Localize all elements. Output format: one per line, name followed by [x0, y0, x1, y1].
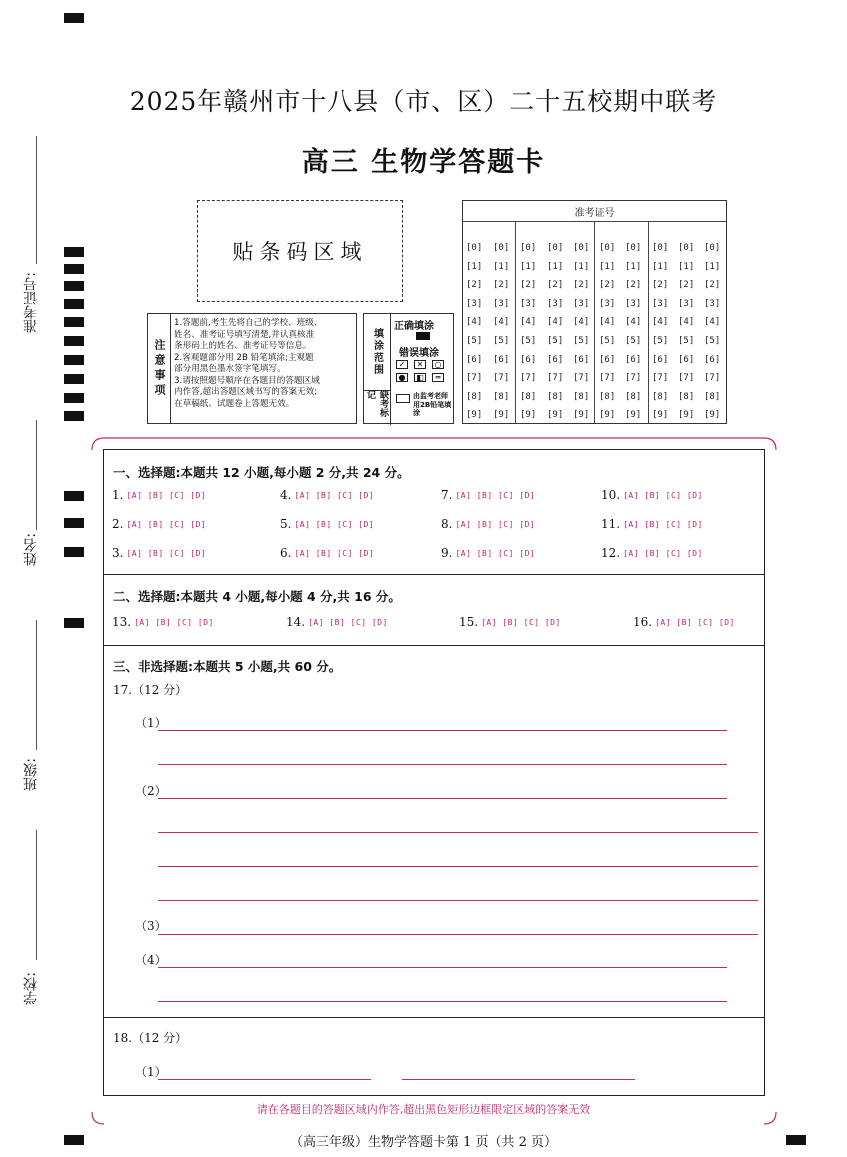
ticket-digit-bubble[interactable]: [1]	[599, 261, 616, 272]
timing-mark	[64, 374, 84, 384]
timing-mark	[64, 299, 84, 309]
timing-mark	[64, 355, 84, 365]
section-divider	[104, 1017, 764, 1018]
ticket-digit-bubble[interactable]: [3]	[599, 298, 616, 309]
ticket-digit-bubble[interactable]: [9]	[520, 410, 537, 421]
ticket-digit-bubble[interactable]: [9]	[493, 410, 510, 421]
card-title: 高三 生物学答题卡	[301, 147, 546, 178]
ticket-digit-bubble[interactable]: [6]	[520, 354, 537, 365]
ticket-digit-bubble[interactable]: [5]	[573, 336, 590, 346]
question-number: 6.	[280, 546, 292, 560]
answer-line[interactable]	[158, 934, 758, 935]
q17-part-3-label: （3）	[135, 919, 167, 933]
answer-line[interactable]	[158, 1001, 727, 1002]
footer-note: 请在各题目的答题区域内作答,超出黑色矩形边框限定区域的答案无效	[256, 1103, 591, 1116]
section2-title: 二、选择题:本题共 4 小题,每小题 4 分,共 16 分。	[113, 589, 401, 604]
question-number: 15.	[459, 615, 479, 629]
dot-mark-icon: ●	[396, 373, 408, 382]
notes-line: 3.请按照题号顺序在各题目的答题区域	[174, 375, 320, 386]
ticket-digit-bubble[interactable]: [7]	[493, 373, 510, 384]
ticket-digit-bubble[interactable]: [9]	[704, 410, 721, 421]
ticket-digit-bubble[interactable]: [8]	[573, 391, 590, 402]
school-line	[36, 830, 37, 960]
ticket-digit-bubble[interactable]: [3]	[493, 298, 510, 309]
class-line	[36, 620, 37, 750]
ticket-digit-bubble[interactable]: [5]	[520, 336, 537, 346]
answer-line[interactable]	[158, 1079, 371, 1080]
name-line	[36, 420, 37, 530]
ticket-digit-bubble[interactable]: [8]	[520, 391, 537, 402]
ticket-digit-bubble[interactable]: [8]	[704, 391, 721, 402]
ticket-digit-bubble[interactable]: [4]	[493, 317, 510, 328]
timing-mark	[64, 547, 84, 557]
option-bubbles[interactable]: [A] [B] [C] [D]	[134, 617, 214, 627]
ticket-digit-bubble[interactable]: [6]	[573, 354, 590, 365]
ticket-digit-bubble[interactable]: [6]	[547, 354, 564, 365]
option-bubbles[interactable]: [A] [B] [C] [D]	[655, 617, 735, 627]
choice-question	[280, 517, 374, 531]
ticket-digit-bubble[interactable]: [1]	[678, 261, 695, 272]
cross-mark-icon: ✕	[414, 360, 426, 369]
choice-question	[601, 517, 703, 531]
ticket-digit-bubble[interactable]: [7]	[599, 373, 616, 384]
option-bubbles[interactable]: [A] [B] [C] [D]	[481, 617, 561, 627]
timing-mark	[64, 247, 84, 257]
ticket-digit-bubble[interactable]: [8]	[625, 391, 642, 402]
question-number: 1.	[112, 488, 124, 502]
section1-title: 一、选择题:本题共 12 小题,每小题 2 分,共 24 分。	[113, 465, 410, 480]
ticket-digit-bubble[interactable]: [8]	[547, 391, 564, 402]
circle-mark-icon: ○	[432, 360, 444, 369]
ticket-digit-bubble[interactable]: [2]	[547, 280, 564, 291]
answer-line[interactable]	[402, 1079, 635, 1080]
answer-line[interactable]	[158, 764, 727, 765]
answer-line[interactable]	[158, 832, 758, 833]
notes-line: 2.客观题部分用 2B 铅笔填涂;主观题	[174, 352, 314, 363]
ticket-digit-bubble[interactable]: [4]	[573, 317, 590, 328]
question-number: 11.	[601, 517, 621, 531]
absent-checkbox[interactable]	[396, 394, 410, 403]
option-bubbles[interactable]: [A] [B] [C] [D]	[455, 490, 536, 500]
ticket-digit-bubble[interactable]: [3]	[573, 298, 590, 309]
ticket-digit-bubble[interactable]: [5]	[652, 336, 669, 346]
timing-mark	[64, 317, 84, 327]
notes-box	[147, 313, 357, 424]
fill-range-label: 填涂范围	[364, 314, 391, 391]
ticket-digit-bubble[interactable]: [4]	[704, 317, 721, 328]
choice-question	[633, 615, 735, 629]
ticket-digit-bubble[interactable]: [3]	[652, 298, 669, 309]
ticket-digit-bubble[interactable]: [4]	[520, 317, 537, 328]
ticket-digit-bubble[interactable]: [7]	[547, 373, 564, 384]
side-label-class: 班级:	[23, 758, 39, 791]
q17-part-1-label: （1）	[135, 716, 167, 730]
ticket-digit-bubble[interactable]: [1]	[652, 261, 669, 272]
question-number: 14.	[286, 615, 306, 629]
side-label-name: 姓名:	[23, 533, 39, 566]
ticket-digit-bubble[interactable]: [5]	[493, 336, 510, 346]
notes-line: 内作答,超出答题区域书写的答案无效;	[174, 387, 318, 397]
timing-mark	[64, 491, 84, 501]
barcode-label: 贴条码区域	[232, 240, 368, 264]
ticket-digit-bubble[interactable]: [6]	[599, 354, 616, 365]
timing-mark	[64, 618, 84, 628]
ticket-digit-bubble[interactable]: [3]	[547, 298, 564, 309]
ticket-digit-bubble[interactable]: [5]	[625, 336, 642, 346]
fill-guide	[363, 313, 454, 424]
ticket-digit-bubble[interactable]: [1]	[547, 261, 564, 272]
question-number: 4.	[280, 488, 292, 502]
question-number: 13.	[112, 615, 132, 629]
ticket-digit-bubble[interactable]: [7]	[520, 373, 537, 384]
question-18-label: 18.（12 分）	[113, 1031, 188, 1045]
answer-region	[103, 449, 765, 1096]
check-mark-icon: ✓	[396, 360, 408, 369]
section-divider	[104, 574, 764, 575]
option-bubbles[interactable]: [A] [B] [C] [D]	[126, 548, 207, 558]
ticket-digit-bubble[interactable]: [2]	[520, 280, 537, 291]
q17-part-4-label: （4）	[135, 953, 167, 967]
choice-question	[112, 488, 206, 502]
ticket-digit-bubble[interactable]: [8]	[599, 391, 616, 402]
timing-mark	[64, 411, 84, 421]
ticket-digit-bubble[interactable]: [0]	[573, 243, 590, 253]
option-bubbles[interactable]: [A] [B] [C] [D]	[623, 548, 703, 558]
ticket-digit-bubble[interactable]: [8]	[466, 391, 483, 402]
ticket-digit-bubble[interactable]: [9]	[547, 410, 564, 421]
answer-line[interactable]	[158, 798, 727, 799]
question-number: 5.	[280, 517, 292, 531]
ticket-number-grid	[462, 200, 727, 424]
timing-mark	[64, 264, 84, 274]
notes-line: 部分用黑色墨水签字笔填写。	[174, 364, 286, 374]
ticket-digit-bubble[interactable]: [9]	[625, 410, 642, 421]
ticket-digit-bubble[interactable]: [0]	[599, 243, 616, 253]
ticket-digit-bubble[interactable]: [2]	[493, 280, 510, 291]
ticket-digit-bubble[interactable]: [3]	[704, 298, 721, 309]
exam-title: 2025年赣州市十八县（市、区）二十五校期中联考	[129, 87, 718, 116]
question-number: 12.	[601, 546, 621, 560]
option-bubbles[interactable]: [A] [B] [C] [D]	[294, 548, 375, 558]
ticket-digit-bubble[interactable]: [1]	[625, 261, 642, 272]
question-number: 8.	[441, 517, 453, 531]
question-number: 10.	[601, 488, 621, 502]
ticket-digit-bubble[interactable]: [9]	[678, 410, 695, 421]
side-label-ticket-no: 准考证号:	[23, 272, 39, 333]
ticket-column-divider	[594, 221, 595, 423]
ticket-digit-bubble[interactable]: [5]	[678, 336, 695, 346]
answer-line[interactable]	[158, 967, 727, 968]
option-bubbles[interactable]: [A] [B] [C] [D]	[294, 490, 375, 500]
question-number: 9.	[441, 546, 453, 560]
q17-part-2-label: （2）	[135, 784, 167, 798]
q18-part-1-label: （1）	[135, 1065, 167, 1079]
option-bubbles[interactable]: [A] [B] [C] [D]	[623, 519, 703, 529]
choice-question	[280, 546, 374, 560]
ticket-title: 准考证号	[574, 208, 615, 219]
ticket-digit-bubble[interactable]: [1]	[520, 261, 537, 272]
ticket-digit-bubble[interactable]: [6]	[466, 354, 483, 365]
ticket-column-divider	[515, 221, 516, 423]
section-divider	[104, 645, 764, 646]
ticket-digit-bubble[interactable]: [9]	[573, 410, 590, 421]
choice-question	[112, 615, 214, 629]
notes-label: 注意事项	[148, 314, 171, 423]
ticket-digit-bubble[interactable]: [0]	[678, 243, 695, 253]
answer-line[interactable]	[158, 866, 758, 867]
ticket-digit-bubble[interactable]: [2]	[599, 280, 616, 291]
option-bubbles[interactable]: [A] [B] [C] [D]	[623, 490, 703, 500]
barcode-area	[197, 200, 403, 302]
ticket-digit-bubble[interactable]: [3]	[678, 298, 695, 309]
ticket-digit-bubble[interactable]: [0]	[520, 243, 537, 253]
option-bubbles[interactable]: [A] [B] [C] [D]	[294, 519, 375, 529]
notes-line: 1.答题前,考生先将自己的学校、班级、	[174, 318, 323, 328]
ticket-digit-bubble[interactable]: [3]	[625, 298, 642, 309]
ticket-digit-bubble[interactable]: [6]	[493, 354, 510, 365]
option-bubbles[interactable]: [A] [B] [C] [D]	[126, 519, 207, 529]
choice-question	[286, 615, 388, 629]
ticket-digit-bubble[interactable]: [5]	[599, 336, 616, 346]
ticket-digit-bubble[interactable]: [5]	[547, 336, 564, 346]
ticket-digit-bubble[interactable]: [6]	[625, 354, 642, 365]
choice-question	[459, 615, 561, 629]
choice-question	[601, 488, 703, 502]
ticket-digit-bubble[interactable]: [0]	[493, 243, 510, 253]
correct-fill-sample	[416, 332, 430, 340]
ticket-digit-bubble[interactable]: [2]	[704, 280, 721, 291]
section3-title: 三、非选择题:本题共 5 小题,共 60 分。	[113, 659, 342, 674]
registration-mark	[64, 13, 84, 23]
ticket-digit-bubble[interactable]: [1]	[466, 261, 483, 272]
ticket-digit-bubble[interactable]: [4]	[678, 317, 695, 328]
notes-text	[174, 318, 352, 410]
option-bubbles[interactable]: [A] [B] [C] [D]	[308, 617, 388, 627]
choice-question	[280, 488, 374, 502]
ticket-digit-bubble[interactable]: [9]	[466, 410, 483, 421]
ticket-digit-bubble[interactable]: [0]	[704, 243, 721, 253]
choice-question	[112, 517, 206, 531]
notes-line: 条形码上的姓名、准考证号等信息。	[174, 341, 312, 351]
choice-question	[441, 488, 535, 502]
ticket-digit-bubble[interactable]: [7]	[652, 373, 669, 384]
choice-question	[441, 546, 535, 560]
notes-line: 在草稿纸、试题卷上答题无效。	[174, 398, 295, 409]
option-bubbles[interactable]: [A] [B] [C] [D]	[455, 519, 536, 529]
answer-line[interactable]	[158, 900, 758, 901]
ticket-digit-bubble[interactable]: [2]	[625, 280, 642, 291]
ticket-digit-bubble[interactable]: [1]	[573, 261, 590, 272]
ticket-digit-bubble[interactable]: [7]	[573, 373, 590, 384]
ticket-digit-bubble[interactable]: [2]	[652, 280, 669, 291]
timing-mark	[64, 281, 84, 291]
choice-question	[441, 517, 535, 531]
ticket-digit-bubble[interactable]: [1]	[704, 261, 721, 272]
ticket-digit-bubble[interactable]: [6]	[678, 354, 695, 365]
ticket-digit-bubble[interactable]: [0]	[466, 243, 483, 253]
ticket-digit-bubble[interactable]: [0]	[625, 243, 642, 253]
absent-label: 缺考标记	[364, 390, 391, 425]
ticket-digit-bubble[interactable]: [4]	[652, 317, 669, 328]
ticket-digit-bubble[interactable]: [9]	[599, 410, 616, 421]
timing-mark	[64, 393, 84, 403]
ticket-digit-bubble[interactable]: [8]	[678, 391, 695, 402]
ticket-digit-bubble[interactable]: [9]	[652, 410, 669, 421]
question-number: 2.	[112, 517, 124, 531]
wrong-fill-label: 错误填涂	[399, 348, 439, 359]
ticket-digit-bubble[interactable]: [6]	[652, 354, 669, 365]
answer-line[interactable]	[158, 730, 727, 731]
notes-line: 姓名、准考证号填写清楚,并认真核准	[174, 329, 315, 340]
ticket-digit-bubble[interactable]: [5]	[466, 336, 483, 346]
ticket-digit-bubble[interactable]: [4]	[547, 317, 564, 328]
timing-mark	[64, 518, 84, 528]
ticket-digit-bubble[interactable]: [6]	[704, 354, 721, 365]
ticket-digit-bubble[interactable]: [7]	[678, 373, 695, 384]
ticket-digit-bubble[interactable]: [4]	[466, 317, 483, 328]
ticket-digit-bubble[interactable]: [3]	[520, 298, 537, 309]
ticket-digit-bubble[interactable]: [2]	[466, 280, 483, 291]
choice-question	[601, 546, 703, 560]
ticket-column-divider	[648, 221, 649, 423]
ticket-digit-bubble[interactable]: [4]	[599, 317, 616, 328]
ticket-digit-bubble[interactable]: [5]	[704, 336, 721, 346]
ticket-digit-bubble[interactable]: [7]	[704, 373, 721, 384]
side-label-school: 学校:	[23, 972, 39, 1005]
ticket-digit-bubble[interactable]: [3]	[466, 298, 483, 309]
ticket-digit-bubble[interactable]: [8]	[493, 391, 510, 402]
choice-question	[112, 546, 206, 560]
question-17-label: 17.（12 分）	[113, 683, 188, 697]
correct-fill-label: 正确填涂	[394, 321, 434, 332]
option-bubbles[interactable]: [A] [B] [C] [D]	[126, 490, 207, 500]
ticket-digit-bubble[interactable]: [1]	[493, 261, 510, 272]
ticket-digit-bubble[interactable]: [0]	[547, 243, 564, 253]
half-fill-icon: ◧	[414, 373, 426, 382]
option-bubbles[interactable]: [A] [B] [C] [D]	[455, 548, 536, 558]
ticket-digit-bubble[interactable]: [2]	[573, 280, 590, 291]
ticket-digit-bubble[interactable]: [0]	[652, 243, 669, 253]
ticket-digit-bubble[interactable]: [8]	[652, 391, 669, 402]
ticket-digit-bubble[interactable]: [7]	[625, 373, 642, 384]
timing-mark	[64, 336, 84, 346]
ticket-digit-bubble[interactable]: [2]	[678, 280, 695, 291]
ticket-digit-bubble[interactable]: [7]	[466, 373, 483, 384]
question-number: 3.	[112, 546, 124, 560]
absent-instruction: 由监考老师用2B铅笔填涂	[413, 392, 452, 417]
strike-mark-icon: ═	[432, 373, 444, 382]
page-info: （高三年级）生物学答题卡第 1 页（共 2 页）	[289, 1135, 558, 1150]
question-number: 7.	[441, 488, 453, 502]
question-number: 16.	[633, 615, 653, 629]
ticket-digit-bubble[interactable]: [4]	[625, 317, 642, 328]
